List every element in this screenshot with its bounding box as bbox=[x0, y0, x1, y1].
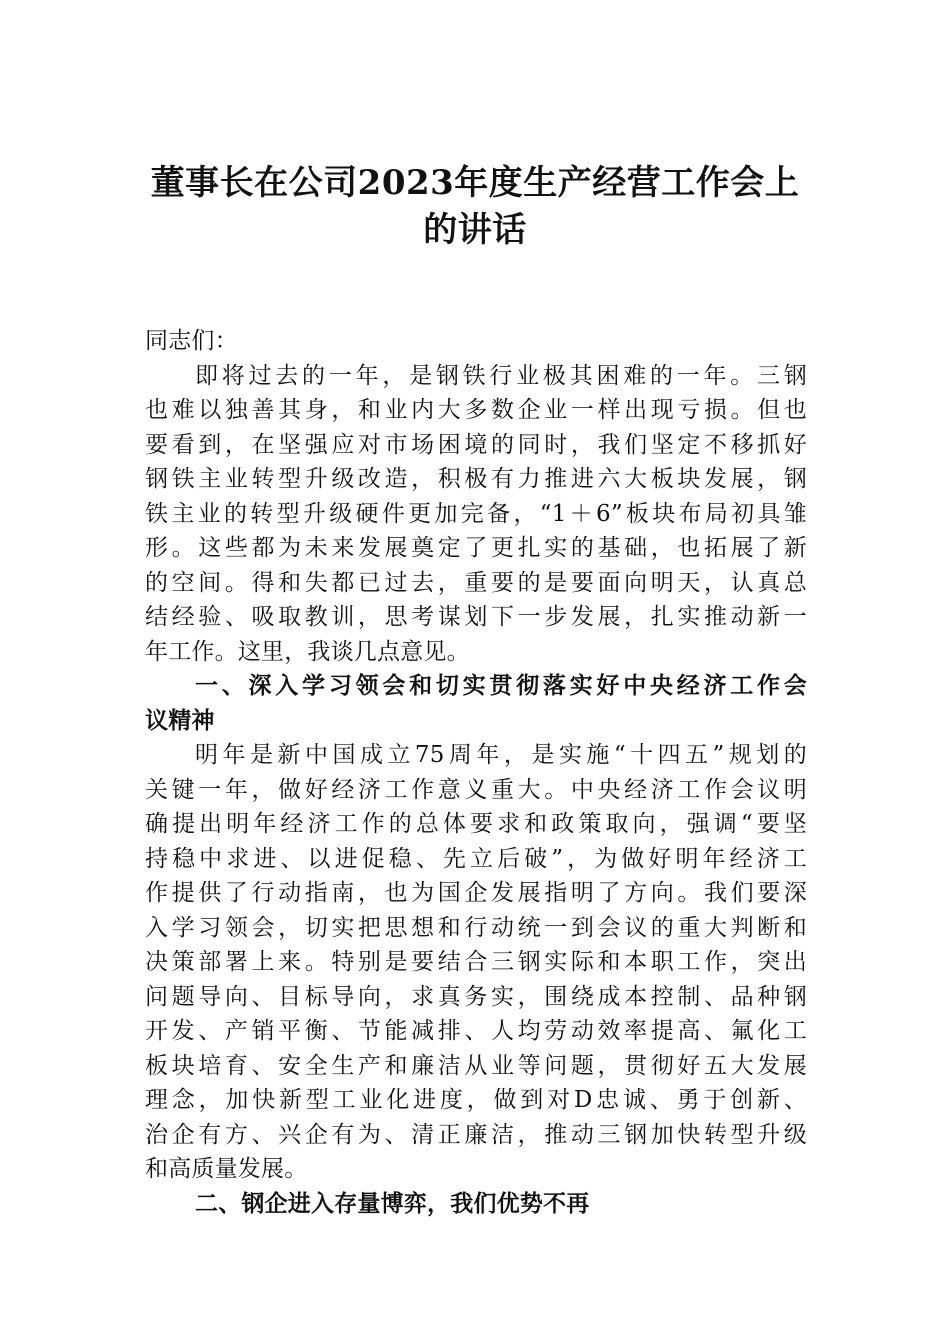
paragraph-line: 治企有方、兴企有为、清正廉洁，推动三钢加快转型升级 bbox=[145, 1121, 807, 1148]
paragraph-line: 和高质量发展。 bbox=[145, 1156, 308, 1182]
section-heading-1 bbox=[145, 669, 807, 738]
paragraph-line: 入学习领会，切实把思想和行动统一到会议的重大判断和 bbox=[145, 914, 807, 941]
paragraph-line: 理念，加快新型工业化进度，做到对D忠诚、勇于创新、 bbox=[145, 1087, 807, 1113]
paragraph-line: 持稳中求进、以进促稳、先立后破”，为做好明年经济工 bbox=[145, 845, 807, 872]
document-body bbox=[145, 324, 807, 1221]
paragraph-line: 结经验、吸取教训，思考谋划下一步发展，扎实推动新一 bbox=[145, 604, 807, 630]
paragraph-line: 也难以独善其身，和业内大多数企业一样出现亏损。但也 bbox=[145, 397, 807, 423]
paragraph-line: 明年是新中国成立75周年，是实施“十四五”规划的 bbox=[195, 742, 807, 768]
heading-line: 一、深入学习领会和切实贯彻落实好中央经济工作会 bbox=[195, 673, 807, 699]
heading-line: 二、钢企进入存量博弈，我们优势不再 bbox=[195, 1190, 590, 1217]
paragraph-line: 决策部署上来。特别是要结合三钢实际和本职工作，突出 bbox=[145, 949, 807, 975]
paragraph-line: 关键一年，做好经济工作意义重大。中央经济工作会议明 bbox=[145, 776, 807, 803]
paragraph-line: 铁主业的转型升级硬件更加完备，“1＋6”板块布局初具雏 bbox=[145, 500, 807, 527]
paragraph-1 bbox=[145, 359, 807, 670]
paragraph-line: 问题导向、目标导向，求真务实，围绕成本控制、品种钢 bbox=[145, 983, 807, 1010]
paragraph-line: 年工作。这里，我谈几点意见。 bbox=[145, 638, 470, 665]
section-heading-2 bbox=[145, 1187, 807, 1222]
paragraph-2 bbox=[145, 738, 807, 1187]
document-title-line-1: 董事长在公司2023年度生产经营工作会上 bbox=[150, 163, 800, 203]
paragraph-line: 作提供了行动指南，也为国企发展指明了方向。我们要深 bbox=[145, 880, 807, 906]
paragraph-line: 形。这些都为未来发展奠定了更扎实的基础，也拓展了新 bbox=[145, 535, 807, 561]
heading-line: 议精神 bbox=[145, 707, 215, 734]
paragraph-line: 确提出明年经济工作的总体要求和政策取向，强调“要坚 bbox=[145, 811, 807, 837]
paragraph-line: 钢铁主业转型升级改造，积极有力推进六大板块发展，钢 bbox=[145, 466, 807, 492]
document-title-line-2: 的讲话 bbox=[423, 210, 527, 250]
salutation: 同志们： bbox=[145, 328, 238, 354]
paragraph-line: 开发、产销平衡、节能减排、人均劳动效率提高、氟化工 bbox=[145, 1018, 807, 1044]
paragraph-line: 即将过去的一年，是钢铁行业极其困难的一年。三钢 bbox=[195, 362, 807, 389]
paragraph-line: 板块培育、安全生产和廉洁从业等问题，贯彻好五大发展 bbox=[145, 1052, 807, 1079]
paragraph-line: 要看到，在坚强应对市场困境的同时，我们坚定不移抓好 bbox=[145, 431, 807, 458]
paragraph-line: 的空间。得和失都已过去，重要的是要面向明天，认真总 bbox=[145, 569, 807, 596]
